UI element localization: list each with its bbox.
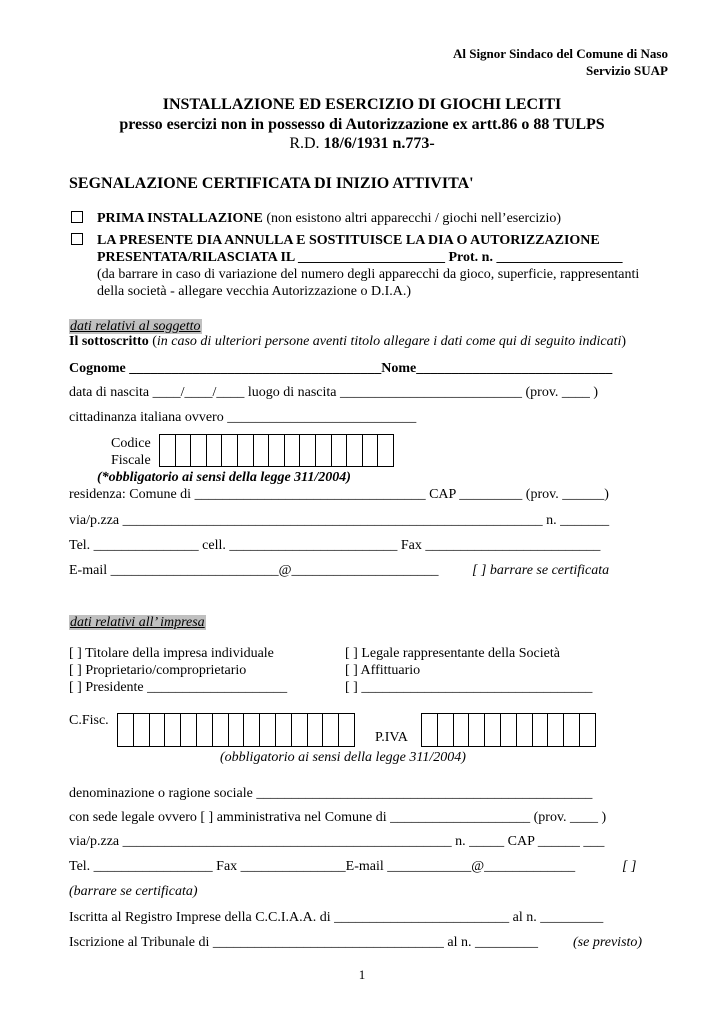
annulla-dia-line-4: della società - allegare vecchia Autorizzazione o D.I.A.) <box>97 284 412 299</box>
impresa-obbligatorio-note: (obbligatorio ai sensi della legge 311/2004) <box>220 750 466 765</box>
role-affittuario[interactable]: [ ] Affittuario <box>345 663 421 678</box>
piva-box[interactable] <box>548 713 564 747</box>
sottoscritto-italic: in caso di ulteriori persone aventi titolo allegare i dati come qui di seguito indicati <box>156 334 622 349</box>
annulla-dia-line-1: LA PRESENTE DIA ANNULLA E SOSTITUISCE LA DIA O AUTORIZZAZIONE <box>97 233 600 248</box>
cf-box[interactable] <box>276 713 292 747</box>
cf-box[interactable] <box>176 434 192 467</box>
cf-obbligatorio-note: (*obbligatorio ai sensi della legge 311/2004) <box>97 470 351 485</box>
piva-box[interactable] <box>485 713 501 747</box>
annulla-dia-checkbox[interactable] <box>71 233 83 245</box>
cf-box[interactable] <box>191 434 207 467</box>
barrare-certificata-note: (barrare se certificata) <box>69 884 198 899</box>
sottoscritto-open: ( <box>148 334 157 349</box>
impresa-via-field[interactable]: via/p.zza _______________________________________________ n. _____ CAP ______ ___ <box>69 834 605 849</box>
cf-box[interactable] <box>292 713 308 747</box>
cf-box[interactable] <box>181 713 197 747</box>
sottoscritto-bold: Il sottoscritto <box>69 334 149 349</box>
cf-box[interactable] <box>323 713 339 747</box>
cf-box[interactable] <box>197 713 213 747</box>
codice-label: Codice <box>111 436 151 451</box>
cf-box[interactable] <box>150 713 166 747</box>
codice-fiscale-boxes[interactable] <box>159 434 394 467</box>
cf-box[interactable] <box>285 434 301 467</box>
sottoscritto-line <box>69 334 626 350</box>
piva-box[interactable] <box>438 713 454 747</box>
cf-box[interactable] <box>213 713 229 747</box>
piva-box[interactable] <box>454 713 470 747</box>
prima-installazione-rest: (non esistono altri apparecchi / giochi nell’esercizio) <box>262 211 561 226</box>
cf-box[interactable] <box>134 713 150 747</box>
prima-installazione-label <box>97 211 561 227</box>
cf-box[interactable] <box>316 434 332 467</box>
registro-imprese-field[interactable]: Iscritta al Registro Imprese della C.C.I.A.A. di _________________________ al n. _________ <box>69 910 604 925</box>
cf-box[interactable] <box>165 713 181 747</box>
cf-box[interactable] <box>300 434 316 467</box>
cittadinanza-field[interactable]: cittadinanza italiana ovvero ___________________________ <box>69 410 417 425</box>
title-line-3 <box>0 135 724 153</box>
cf-box[interactable] <box>238 434 254 467</box>
via-field[interactable]: via/p.zza ____________________________________________________________ n. _______ <box>69 513 610 528</box>
sede-legale-field[interactable]: con sede legale ovvero [ ] amministrativa nel Comune di ____________________ (prov. ____ ) <box>69 810 607 825</box>
cf-box[interactable] <box>269 434 285 467</box>
residenza-field[interactable]: residenza: Comune di _________________________________ CAP _________ (prov. ______) <box>69 487 609 502</box>
piva-box[interactable] <box>469 713 485 747</box>
prima-installazione-bold: PRIMA INSTALLAZIONE <box>97 211 263 226</box>
cf-box[interactable] <box>207 434 223 467</box>
cf-box[interactable] <box>160 434 176 467</box>
tel-cell-fax-field[interactable]: Tel. _______________ cell. ________________________ Fax _________________________ <box>69 538 601 553</box>
title-line-2: presso esercizi non in possesso di Autorizzazione ex artt.86 o 88 TULPS <box>119 116 605 133</box>
role-titolare[interactable]: [ ] Titolare della impresa individuale <box>69 646 274 661</box>
page-number: 1 <box>358 967 366 982</box>
piva-box[interactable] <box>564 713 580 747</box>
tribunale-se-previsto-note: (se previsto) <box>573 935 643 950</box>
impresa-email-certificata-bracket[interactable]: [ ] <box>622 859 637 874</box>
cf-box[interactable] <box>363 434 379 467</box>
piva-box[interactable] <box>533 713 549 747</box>
recipient-line-2: Servizio SUAP <box>586 63 668 78</box>
cf-box[interactable] <box>244 713 260 747</box>
email-field[interactable]: E-mail ________________________@_____________________ <box>69 563 439 578</box>
annulla-dia-line-2: PRESENTATA/RILASCIATA IL _____________________ Prot. n. __________________ <box>97 250 623 265</box>
role-proprietario[interactable]: [ ] Proprietario/comproprietario <box>69 663 247 678</box>
fiscale-label: Fiscale <box>111 453 151 468</box>
piva-box[interactable] <box>517 713 533 747</box>
cfisc-label: C.Fisc. <box>69 713 109 728</box>
role-altro[interactable]: [ ] _________________________________ <box>345 680 593 695</box>
data-nascita-field[interactable]: data di nascita ____/____/____ luogo di nascita __________________________ (prov. ____ ) <box>69 385 599 400</box>
piva-boxes[interactable] <box>421 713 596 747</box>
email-certificata-note[interactable]: [ ] barrare se certificata <box>472 563 610 578</box>
title-rd-rest: 18/6/1931 n.773- <box>319 135 435 152</box>
section-soggetto-label: dati relativi al soggetto <box>70 319 201 334</box>
section-soggetto-tag <box>69 317 202 335</box>
prima-installazione-checkbox[interactable] <box>71 211 83 223</box>
piva-box[interactable] <box>501 713 517 747</box>
cf-box[interactable] <box>308 713 324 747</box>
cf-box[interactable] <box>222 434 238 467</box>
recipient-line-1: Al Signor Sindaco del Comune di Naso <box>452 46 668 61</box>
cf-box[interactable] <box>347 434 363 467</box>
role-legale-rappresentante[interactable]: [ ] Legale rappresentante della Società <box>345 646 560 661</box>
cf-box[interactable] <box>254 434 270 467</box>
piva-box[interactable] <box>580 713 596 747</box>
title-rd-prefix: R.D. <box>289 135 320 152</box>
impresa-cf-boxes[interactable] <box>117 713 355 747</box>
title-line-1: INSTALLAZIONE ED ESERCIZIO DI GIOCHI LECITI <box>162 96 562 113</box>
cf-box[interactable] <box>229 713 245 747</box>
cf-box[interactable] <box>378 434 394 467</box>
denominazione-field[interactable]: denominazione o ragione sociale ________________________________________________ <box>69 786 593 801</box>
tribunale-field[interactable]: Iscrizione al Tribunale di _________________________________ al n. _________ <box>69 935 538 950</box>
cf-box[interactable] <box>332 434 348 467</box>
piva-box[interactable] <box>422 713 438 747</box>
cf-box[interactable] <box>339 713 355 747</box>
cf-box[interactable] <box>260 713 276 747</box>
sottoscritto-close: ) <box>621 334 627 349</box>
section-impresa-label: dati relativi all’ impresa <box>70 615 205 630</box>
cf-box[interactable] <box>118 713 134 747</box>
section-impresa-tag <box>69 613 206 631</box>
impresa-tel-fax-email-field[interactable]: Tel. _________________ Fax _______________E-mail ____________@_____________ <box>69 859 576 874</box>
piva-label: P.IVA <box>375 730 408 745</box>
role-presidente[interactable]: [ ] Presidente ____________________ <box>69 680 288 695</box>
cognome-nome-field[interactable]: Cognome ____________________________________Nome____________________________ <box>69 361 613 376</box>
annulla-dia-line-3: (da barrare in caso di variazione del numero degli apparecchi da gioco, superficie, rappresentanti <box>97 267 640 282</box>
scia-title: SEGNALAZIONE CERTIFICATA DI INIZIO ATTIVITA' <box>69 175 474 192</box>
